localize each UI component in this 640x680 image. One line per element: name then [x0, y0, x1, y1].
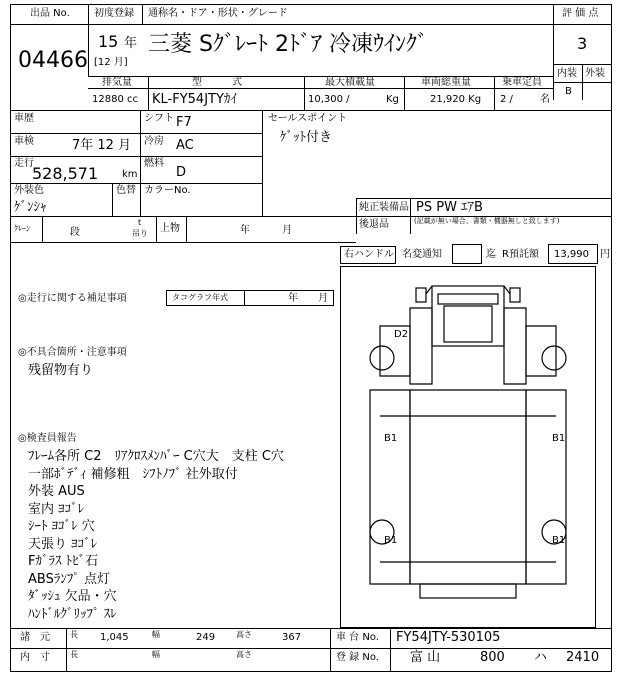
color-change-label: 色替: [116, 185, 136, 196]
rule: [88, 4, 89, 76]
defect-text: 残留物有り: [28, 363, 94, 378]
rule: [10, 648, 612, 649]
reg-year: 15: [98, 32, 119, 51]
fuel-label: 燃料: [144, 158, 164, 169]
tacho-label: タコグラフ年式: [172, 293, 228, 302]
max-load: 10,300 /: [308, 94, 350, 105]
rule: [186, 216, 187, 242]
width: 249: [196, 632, 216, 643]
specs-label: 諸 元: [20, 632, 50, 643]
reg-number: 2410: [566, 650, 600, 665]
color-no-label: カラーNo.: [144, 185, 191, 196]
change-notice-box: [452, 244, 482, 264]
max-load-unit: Kg: [386, 94, 399, 105]
rule: [10, 183, 262, 184]
rule: [553, 24, 612, 25]
damage-mark-d2: D2: [394, 329, 409, 340]
damage-mark-b1-rear-right: B1: [552, 535, 566, 546]
rule: [156, 216, 157, 242]
rule: [10, 628, 612, 629]
interior-dim-label: 内 寸: [20, 652, 50, 663]
model-label: 型 式: [192, 77, 242, 88]
length-label: 長: [70, 630, 78, 639]
rule: [88, 88, 553, 89]
shift: F7: [176, 115, 192, 130]
fuel: D: [176, 165, 187, 180]
driving-remarks-label: ◎走行に関する補足事項: [18, 293, 127, 304]
rule: [494, 76, 495, 110]
rule: [304, 76, 305, 110]
displacement: 12880 cc: [92, 94, 138, 105]
inspector-line: 一部ﾎﾞﾃﾞｨ 補修粗 ｼﾌﾄﾉﾌﾞ 社外取付: [28, 466, 238, 482]
vehicle-title: 三菱 Sｸﾞﾚｰﾄ 2ﾄﾞｱ 冷凍ｳｲﾝｸﾞ: [148, 32, 428, 57]
rule: [356, 198, 612, 199]
rule: [10, 110, 612, 111]
rule: [10, 133, 262, 134]
rule: [390, 628, 391, 672]
rule: [140, 110, 141, 216]
title-label: 通称名・ドア・形状・グレード: [148, 8, 288, 19]
reg-year-unit: 年: [124, 36, 138, 51]
displacement-label: 排気量: [102, 77, 132, 88]
rule: [553, 82, 612, 83]
rule: [330, 628, 331, 672]
rule: [10, 24, 553, 25]
inspector-label: ◎検査員報告: [18, 433, 77, 444]
retrofit-note: (記載が無い場合、書類・機器無しと致します): [414, 217, 560, 225]
exterior-color: ｹﾞﾝｼｬ: [14, 200, 47, 215]
model: KL-FY54JTYｶｲ: [152, 92, 237, 107]
inspector-line: ﾊﾝﾄﾞﾙｸﾞﾘｯﾌﾟ ｽﾚ: [28, 606, 117, 622]
reg-label: 登 録 No.: [336, 652, 379, 663]
rule: [112, 183, 113, 216]
crane-ton-label: t: [138, 218, 142, 227]
reg-kana: ハ: [534, 650, 548, 665]
inspector-line: ﾌﾚｰﾑ各所 C2 ﾘｱｸﾛｽﾒﾝﾊﾞｰ C穴大 支柱 C穴: [28, 449, 284, 464]
exterior-grade-label: 外装: [585, 68, 605, 79]
defect-label: ◎不具合箇所・注意事項: [18, 347, 127, 358]
rule: [142, 4, 143, 24]
reg-class: 800: [480, 650, 505, 665]
rule: [42, 216, 43, 242]
inspector-line: ｼｰﾄ ﾖｺﾞﾚ 穴: [28, 519, 95, 534]
rule: [356, 216, 357, 234]
overall-grade: 3: [577, 34, 588, 53]
inspection-date: 7年 12 月: [72, 138, 132, 153]
deposit-until-label: 迄: [486, 249, 496, 260]
ac: AC: [176, 138, 194, 153]
height: 367: [282, 632, 302, 643]
rule: [244, 290, 245, 306]
change-notice-label: 名変通知: [402, 249, 442, 260]
capacity: 2 /: [500, 94, 513, 105]
mileage-label: 走行: [14, 158, 34, 169]
crane-stage-label: 段: [70, 227, 80, 238]
rhd-label: 右ハンドル: [344, 249, 394, 260]
r-deposit-label: R預託額: [502, 249, 539, 260]
retrofit-label: 後退品: [359, 219, 389, 230]
std-equip: PS PW ｴｱB: [416, 200, 483, 215]
inspector-line: 室内 ﾖｺﾞﾚ: [28, 501, 85, 517]
rule: [10, 242, 356, 243]
rule: [262, 110, 263, 216]
chassis-label: 車 台 No.: [336, 632, 379, 643]
rule: [404, 76, 405, 110]
inspection-label: 車検: [14, 136, 34, 147]
rule: [410, 216, 411, 234]
inspector-line: Fｶﾞﾗｽ ﾄﾋﾞ石: [28, 554, 99, 569]
crane-suspend-label: 吊り: [132, 229, 148, 238]
deck-month-label: 月: [282, 225, 292, 236]
width-label: 幅: [152, 630, 160, 639]
lot-label: 出品 No.: [30, 8, 70, 19]
r-deposit-unit: 円: [600, 249, 610, 260]
height-label: 高さ: [236, 630, 252, 639]
sales-point: ｹﾞｯﾄ付き: [280, 130, 333, 145]
tacho-month: 月: [318, 293, 328, 304]
mileage: 528,571: [32, 164, 99, 183]
rule: [10, 216, 356, 217]
exterior-color-label: 外装色: [14, 185, 44, 196]
rule: [356, 198, 357, 218]
deck-year-label: 年: [240, 225, 250, 236]
rule: [148, 76, 149, 110]
damage-mark-b1-left: B1: [384, 433, 398, 444]
length: 1,045: [100, 632, 129, 643]
in-length-label: 長: [70, 650, 78, 659]
grade-label: 評 価 点: [562, 8, 599, 19]
damage-mark-b1-right: B1: [552, 433, 566, 444]
tacho-year: 年: [288, 293, 298, 304]
history-label: 車歴: [14, 113, 34, 124]
crane-label: ｸﾚｰﾝ: [14, 224, 30, 233]
truck-diagram: [340, 266, 596, 628]
rule: [88, 76, 553, 77]
capacity-unit: 名: [540, 94, 550, 105]
interior-grade: B: [565, 86, 572, 97]
ac-label: 冷房: [144, 136, 164, 147]
capacity-label: 乗車定員: [502, 77, 542, 88]
gross-weight-label: 車両総重量: [421, 77, 471, 88]
inspector-line: ﾀﾞｯｼｭ 欠品・穴: [28, 589, 117, 604]
rule: [10, 156, 262, 157]
interior-grade-label: 内装: [557, 68, 577, 79]
deck-label: 上物: [160, 223, 180, 234]
lot-number: 04466: [18, 48, 88, 73]
r-deposit: 13,990: [554, 249, 589, 260]
inspector-line: ABSﾗﾝﾌﾟ 点灯: [28, 571, 110, 587]
rule: [410, 198, 411, 218]
chassis-number: FY54JTY-530105: [396, 630, 501, 645]
rule: [553, 4, 554, 100]
max-load-label: 最大積載量: [325, 77, 375, 88]
in-width-label: 幅: [152, 650, 160, 659]
std-equip-label: 純正装備品: [359, 202, 409, 213]
inspector-line: 天張り ﾖｺﾞﾚ: [28, 536, 98, 552]
inspector-line: 外装 AUS: [28, 484, 85, 499]
mileage-unit: km: [122, 169, 138, 180]
shift-label: シフト: [144, 113, 174, 124]
gross-weight: 21,920 Kg: [430, 94, 482, 105]
sales-point-label: セールスポイント: [268, 113, 348, 124]
in-height-label: 高さ: [236, 650, 252, 659]
rule: [66, 628, 67, 672]
reg-month: [12 月]: [94, 57, 128, 68]
reg-area: 富 山: [410, 650, 441, 665]
damage-mark-b1-rear-left: B1: [384, 535, 398, 546]
first-reg-label: 初度登録: [94, 8, 134, 19]
